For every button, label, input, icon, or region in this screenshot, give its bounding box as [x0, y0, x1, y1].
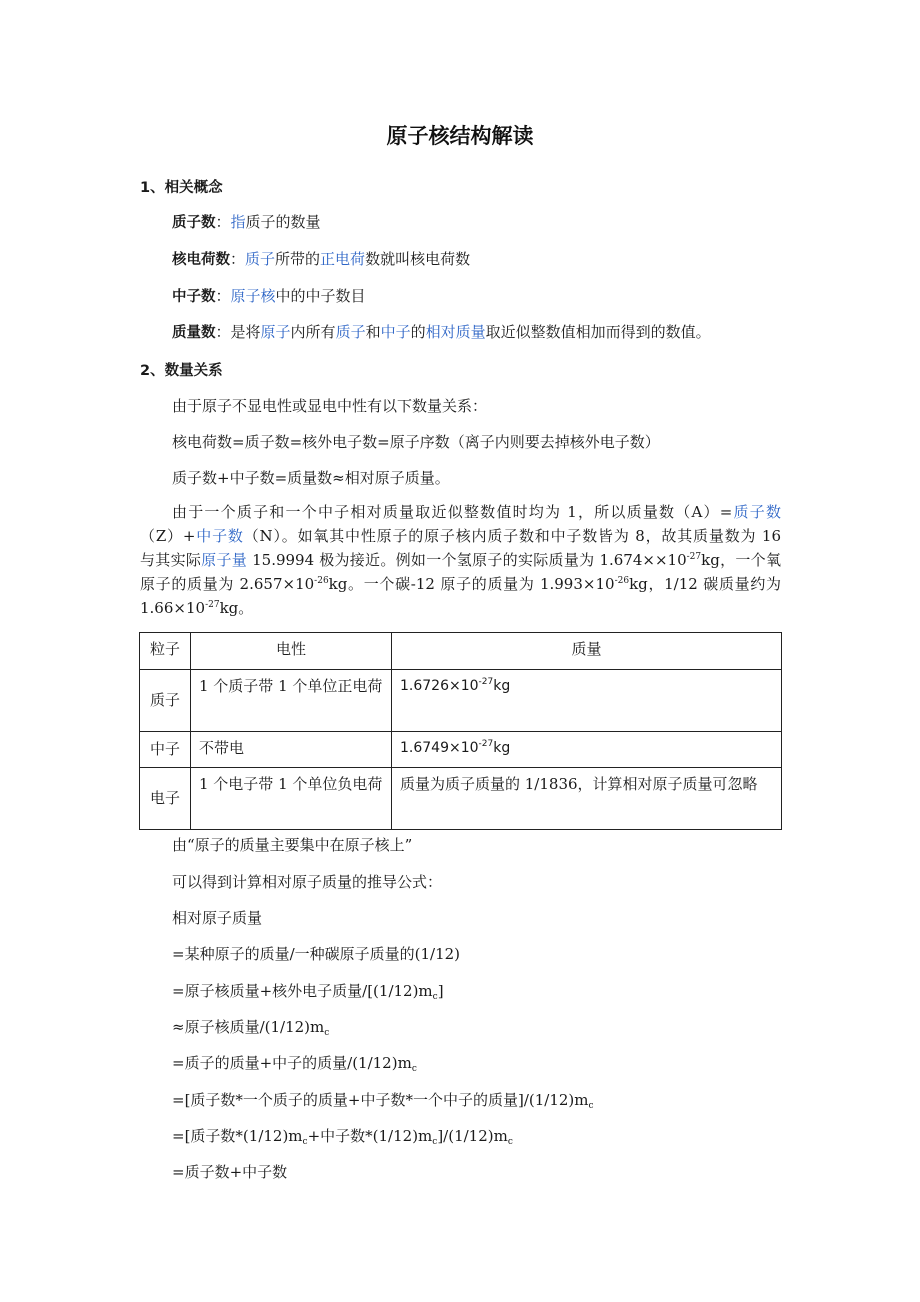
text: =[质子数*一个质子的质量+中子数*一个中子的质量]/(1/12)m [172, 1091, 589, 1109]
concept-item [172, 321, 711, 342]
subscript: c [411, 1064, 417, 1074]
subscript: c [432, 1137, 438, 1147]
mass-value: 1.6749×10 [400, 740, 479, 756]
section-heading-relations: 2、数量关系 [140, 363, 223, 379]
concept-text: 中的中子数目 [275, 287, 366, 305]
concept-colon: ： [215, 323, 231, 341]
text: ≈原子核质量/(1/12)m [172, 1018, 325, 1036]
derivation-intro-2: 可以得到计算相对原子质量的推导公式： [172, 873, 443, 891]
concept-item [172, 211, 321, 232]
formula-line-5 [172, 1089, 594, 1110]
particle-mass [392, 732, 782, 768]
concept-link[interactable]: 原子 [260, 323, 291, 341]
concept-term: 核电荷数 [172, 252, 230, 268]
section-heading-concepts: 1、相关概念 [140, 180, 223, 196]
formula-line-7: =质子数+中子数 [172, 1163, 288, 1181]
particle-name: 质子 [140, 670, 191, 732]
paragraph-line [140, 524, 781, 548]
formula-line-6 [172, 1125, 513, 1146]
subscript: c [302, 1137, 308, 1147]
particle-name: 电子 [140, 768, 191, 830]
mass-unit: kg [493, 740, 511, 756]
concept-text: 数就叫核电荷数 [365, 250, 471, 268]
table-row [140, 732, 782, 768]
concept-text: 是将 [230, 323, 261, 341]
concept-text: 和 [365, 323, 381, 341]
concept-link[interactable]: 正电荷 [320, 250, 366, 268]
particle-mass: 质量为质子质量的 1/1836，计算相对原子质量可忽略 [392, 768, 782, 830]
formula-line-3 [172, 1016, 329, 1037]
text: 原子的质量为 2.657×10 [140, 575, 315, 593]
relation-formula-2: 质子数+中子数=质量数≈相对原子质量。 [172, 469, 450, 487]
table-row [140, 670, 782, 732]
table-header-row [140, 633, 782, 670]
exponent: -27 [478, 739, 494, 749]
table-header-cell: 电性 [191, 633, 392, 670]
text: +中子数*(1/12)m [307, 1127, 433, 1145]
concept-text: 质子的数量 [245, 213, 321, 231]
table-row [140, 768, 782, 830]
concept-colon: ： [230, 250, 246, 268]
concept-text: 所带的 [275, 250, 321, 268]
concept-term: 中子数 [172, 289, 216, 305]
subscript: c [324, 1028, 330, 1038]
concept-term: 质量数 [172, 325, 216, 341]
relation-formula-1: 核电荷数=质子数=核外电子数=原子序数（离子内则要去掉核外电子数） [172, 433, 660, 451]
formula-line-1: =某种原子的质量/一种碳原子质量的(1/12) [172, 945, 461, 963]
concept-link[interactable]: 指 [230, 213, 246, 231]
text: 与其实际 [140, 551, 202, 569]
text: kg，一个氧 [701, 551, 781, 569]
subscript: c [507, 1137, 513, 1147]
subscript: c [588, 1101, 594, 1111]
paragraph-line [140, 500, 781, 524]
particle-charge: 不带电 [191, 732, 392, 768]
link-atomic-weight[interactable]: 原子量 [201, 551, 248, 569]
formula-line-4 [172, 1052, 417, 1073]
exponent: -26 [614, 576, 630, 586]
text: 15.9994 极为接近。例如一个氢原子的实际质量为 1.674××10 [247, 551, 687, 569]
particle-name: 中子 [140, 732, 191, 768]
derivation-intro-1: 由“原子的质量主要集中在原子核上” [172, 836, 413, 854]
text: 1.66×10 [140, 599, 206, 617]
concept-term: 质子数 [172, 215, 216, 231]
mass-value: 1.6726×10 [400, 678, 479, 694]
text: kg。 [219, 599, 254, 617]
concept-link[interactable]: 相对质量 [425, 323, 486, 341]
exponent: -27 [686, 552, 702, 562]
text: （N）。如氧其中性原子的原子核内质子数和中子数皆为 8，故其质量数为 16 [243, 527, 781, 545]
formula-line-0: 相对原子质量 [172, 909, 263, 927]
concept-link[interactable]: 中子 [380, 323, 411, 341]
particle-table [139, 632, 782, 830]
paragraph-line [140, 572, 781, 596]
text: =质子的质量+中子的质量/(1/12)m [172, 1054, 412, 1072]
text: =[质子数*(1/12)m [172, 1127, 303, 1145]
concept-item [172, 248, 470, 269]
exponent: -27 [205, 600, 220, 610]
concept-colon: ： [215, 287, 231, 305]
concept-text: 的 [410, 323, 426, 341]
formula-line-2 [172, 980, 444, 1001]
particle-charge: 1 个质子带 1 个单位正电荷 [191, 670, 392, 732]
text: ] [437, 982, 444, 1000]
text: ]/(1/12)m [437, 1127, 508, 1145]
text: （Z）+ [140, 527, 196, 545]
text: kg，1/12 碳质量约为 [629, 575, 781, 593]
concept-link[interactable]: 质子 [335, 323, 366, 341]
particle-charge: 1 个电子带 1 个单位负电荷 [191, 768, 392, 830]
text: kg。一个碳-12 原子的质量为 1.993×10 [328, 575, 615, 593]
particle-mass [392, 670, 782, 732]
concept-text: 内所有 [290, 323, 336, 341]
subscript: c [432, 992, 438, 1002]
concept-item [172, 285, 366, 306]
link-neutron-number[interactable]: 中子数 [195, 527, 244, 545]
relation-intro: 由于原子不显电性或显电中性有以下数量关系： [172, 397, 488, 415]
paragraph-line [140, 596, 781, 620]
link-proton-number[interactable]: 质子数 [732, 503, 781, 521]
concept-link[interactable]: 质子 [245, 250, 276, 268]
paragraph-line [140, 548, 781, 572]
concept-colon: ： [215, 213, 231, 231]
mass-unit: kg [493, 678, 511, 694]
table-header-cell: 质量 [392, 633, 782, 670]
mass-number-paragraph [140, 500, 781, 620]
text: =原子核质量+核外电子质量/[(1/12)m [172, 982, 433, 1000]
concept-text: 取近似整数值相加而得到的数值。 [485, 323, 711, 341]
exponent: -27 [478, 677, 494, 687]
concept-link[interactable]: 原子核 [230, 287, 276, 305]
table-header-cell: 粒子 [140, 633, 191, 670]
page-title: 原子核结构解读 [386, 124, 534, 148]
exponent: -26 [314, 576, 329, 586]
text: 由于一个质子和一个中子相对质量取近似整数值时均为 1，所以质量数（A）= [172, 503, 733, 521]
